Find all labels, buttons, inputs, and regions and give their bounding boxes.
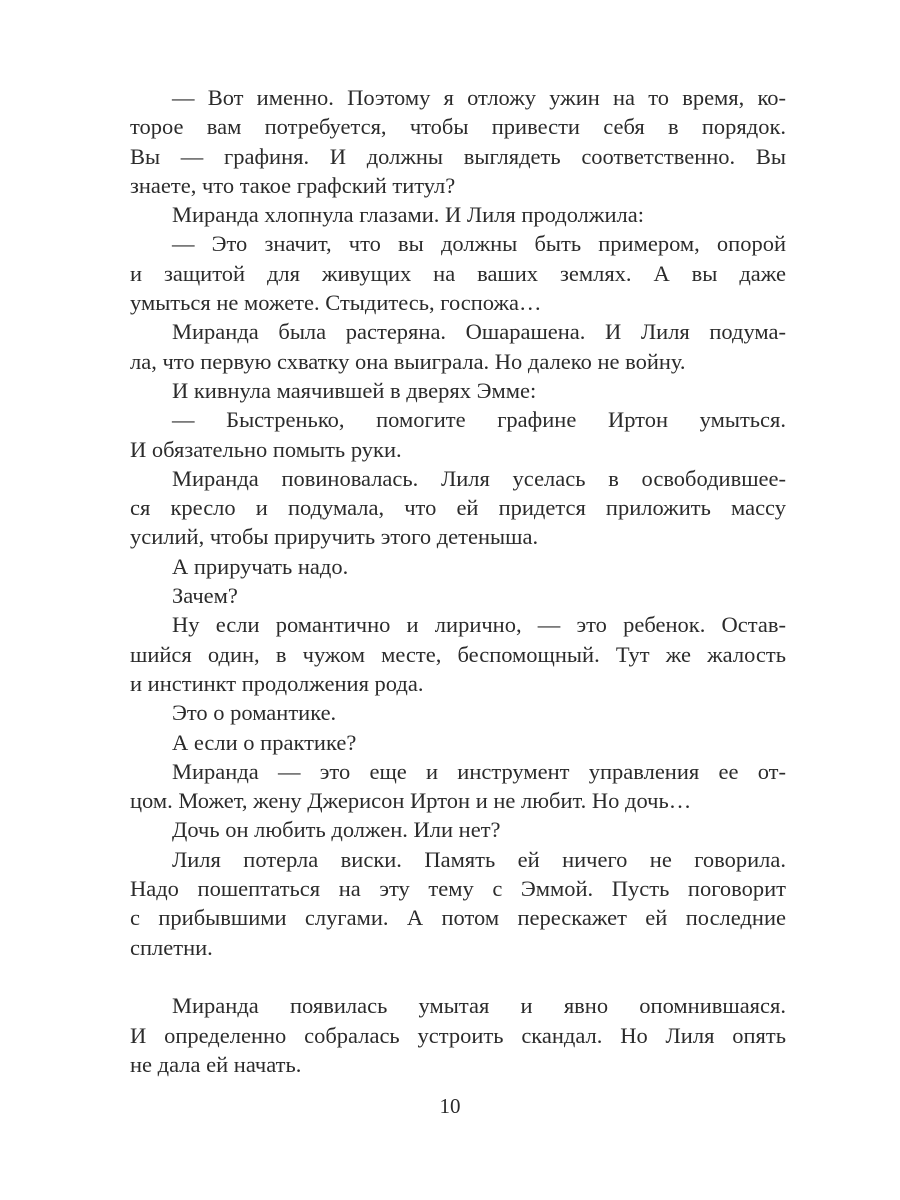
paragraph xyxy=(130,376,786,405)
text-line: умыться не можете. Стыдитесь, госпожа… xyxy=(130,290,542,316)
paragraph xyxy=(130,845,786,962)
text-line: — Вот именно. Поэтому я отложу ужин на то время, ко- xyxy=(172,85,786,110)
section-break xyxy=(130,962,786,991)
paragraph xyxy=(130,581,786,610)
text-line: Лиля потерла виски. Память ей ничего не говорила. xyxy=(172,846,786,872)
text-line: И обязательно помыть руки. xyxy=(130,436,402,462)
text-line: усилий, чтобы приручить этого детеныша. xyxy=(130,524,539,550)
text-line: Миранда — это еще и инструмент управления ее от- xyxy=(172,758,786,784)
text-line: с прибывшими слугами. А потом перескажет ей последние xyxy=(130,905,786,931)
paragraph xyxy=(130,317,786,376)
text-line: Миранда хлопнула глазами. И Лиля продолжила: xyxy=(172,202,644,228)
text-line: и защитой для живущих на ваших землях. А вы даже xyxy=(130,260,786,286)
text-line: И кивнула маячившей в дверях Эмме: xyxy=(172,377,537,403)
text-line: Миранда повиновалась. Лиля уселась в освободившее- xyxy=(172,465,786,491)
text-line: Это о романтике. xyxy=(172,700,337,726)
text-line: А если о практике? xyxy=(172,729,357,755)
text-line: и инстинкт продолжения рода. xyxy=(130,670,424,696)
paragraph xyxy=(130,698,786,727)
paragraph xyxy=(130,464,786,552)
paragraph xyxy=(130,757,786,816)
text-line: ся кресло и подумала, что ей придется приложить массу xyxy=(130,495,786,521)
text-line: А приручать надо. xyxy=(172,553,349,579)
text-line: ла, что первую схватку она выиграла. Но далеко не войну. xyxy=(130,348,686,374)
text-line: — Быстренько, помогите графине Иртон умыться. xyxy=(172,407,786,433)
text-line: Ну если романтично и лирично, — это ребенок. Остав- xyxy=(172,612,786,638)
paragraph xyxy=(130,728,786,757)
text-line: Миранда была растеряна. Ошарашена. И Лиля подума- xyxy=(172,319,786,345)
text-line: шийся один, в чужом месте, беспомощный. Тут же жалость xyxy=(130,641,786,667)
paragraph xyxy=(130,991,786,1079)
paragraph xyxy=(130,83,786,200)
paragraph xyxy=(130,229,786,317)
paragraph xyxy=(130,552,786,581)
text-line: не дала ей начать. xyxy=(130,1051,302,1077)
paragraph xyxy=(130,405,786,464)
text-line: Дочь он любить должен. Или нет? xyxy=(172,817,501,843)
text-line: цом. Может, жену Джерисон Иртон и не любит. Но дочь… xyxy=(130,788,692,814)
text-line: Миранда появилась умытая и явно опомнившаяся. xyxy=(172,993,786,1019)
paragraph xyxy=(130,610,786,698)
text-line: — Это значит, что вы должны быть примером, опорой xyxy=(172,231,786,257)
paragraph xyxy=(130,200,786,229)
text-line: И определенно собралась устроить скандал. Но Лиля опять xyxy=(130,1022,786,1048)
text-line: Надо пошептаться на эту тему с Эммой. Пусть поговорит xyxy=(130,876,786,902)
text-line: знаете, что такое графский титул? xyxy=(130,172,456,198)
text-line: Вы — графиня. И должны выглядеть соответственно. Вы xyxy=(130,143,786,169)
paragraph xyxy=(130,815,786,844)
page-number: 10 xyxy=(439,1094,461,1118)
text-line: сплетни. xyxy=(130,934,213,960)
text-line: торое вам потребуется, чтобы привести себя в порядок. xyxy=(130,114,786,140)
page-body xyxy=(130,83,786,1079)
text-line: Зачем? xyxy=(172,583,238,609)
